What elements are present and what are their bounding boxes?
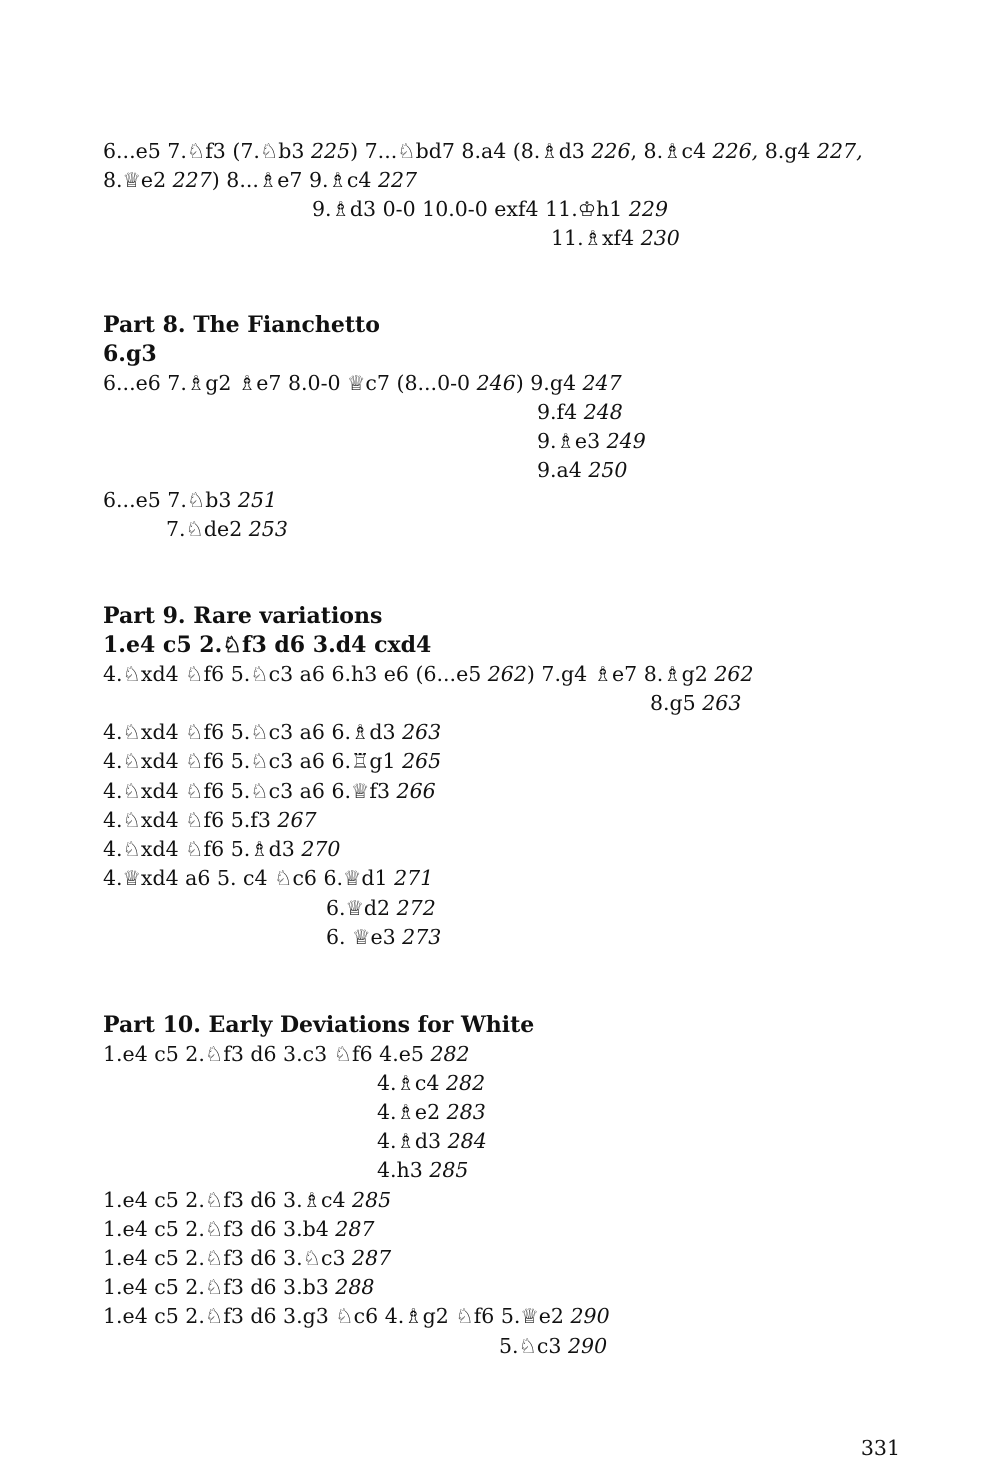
page-reference: 290	[570, 1304, 610, 1328]
move-text: 8.♕e2	[103, 168, 173, 192]
page-reference: 283	[446, 1100, 486, 1124]
page-reference: 225	[310, 139, 351, 163]
page-reference: 267	[277, 808, 317, 832]
variation-line	[377, 1069, 485, 1098]
move-text: 4.♗d3	[377, 1129, 448, 1153]
move-text: ) 7...♘bd7 8.a4 (8.♗d3	[350, 139, 592, 163]
move-text: 6...e5 7.♘f3 (7.♘b3	[103, 139, 311, 163]
move-text: 8.g5	[650, 691, 703, 715]
variation-line	[103, 1273, 374, 1302]
page-reference: 288	[335, 1275, 375, 1299]
section-heading: Part 10. Early Deviations for White	[103, 1012, 535, 1038]
page-reference: 227	[172, 168, 212, 192]
variation-line	[103, 806, 317, 835]
page-reference: 229	[628, 197, 668, 221]
move-text: 4.♘xd4 ♘f6 5.♘c3 a6 6.h3 e6 (6...e5	[103, 662, 488, 686]
move-text: 1.e4 c5 2.♘f3 d6 3.b3	[103, 1275, 336, 1299]
page-reference: 266	[396, 779, 436, 803]
move-text: 9.♗d3 0-0 10.0-0 exf4 11.♔h1	[312, 197, 629, 221]
section-heading: Part 9. Rare variations	[103, 603, 383, 629]
page-reference: 262	[714, 662, 754, 686]
page-reference: 248	[583, 400, 623, 424]
variation-line	[103, 1215, 374, 1244]
variation-line	[103, 864, 433, 893]
variation-line	[551, 224, 680, 253]
move-text: 9.f4	[537, 400, 584, 424]
move-text: 4.♗e2	[377, 1100, 447, 1124]
page-reference: 226	[591, 139, 631, 163]
variation-line	[103, 1040, 470, 1069]
move-text: 1.e4 c5 2.♘f3 d6 3.♗c4	[103, 1188, 353, 1212]
move-text: 6...e5 7.♘b3	[103, 488, 238, 512]
page-reference: 227,	[816, 139, 863, 163]
move-text: 11.♗xf4	[551, 226, 641, 250]
move-text: 4.♘xd4 ♘f6 5.f3	[103, 808, 278, 832]
page-reference: 287	[352, 1246, 392, 1270]
move-text: 7.♘de2	[166, 517, 249, 541]
variation-line	[537, 456, 627, 485]
move-text: 4.♕xd4 a6 5. c4 ♘c6 6.♕d1	[103, 866, 395, 890]
variation-line	[312, 195, 668, 224]
page-reference: 253	[248, 517, 288, 541]
move-text: 1.e4 c5 2.♘f3 d6 3.b4	[103, 1217, 336, 1241]
move-text: ) 9.g4	[515, 371, 583, 395]
page-reference: 284	[447, 1129, 487, 1153]
page-reference: 287	[335, 1217, 375, 1241]
variation-line	[103, 718, 441, 747]
page-reference: 226,	[712, 139, 759, 163]
variation-line	[103, 747, 441, 776]
variation-line	[650, 689, 741, 718]
section-heading: Part 8. The Fianchetto	[103, 312, 380, 338]
move-text: 6.♕d2	[326, 896, 397, 920]
variation-line	[103, 835, 340, 864]
variation-line	[166, 515, 288, 544]
page-reference: 290	[567, 1334, 608, 1358]
variation-line	[377, 1098, 486, 1127]
page-reference: 285	[429, 1158, 469, 1182]
page-reference: 265	[402, 749, 442, 773]
variation-line	[103, 1186, 391, 1215]
move-text: 1.e4 c5 2.♘f3 d6 3.♘c3	[103, 1246, 353, 1270]
page-reference: 230	[640, 226, 680, 250]
section-heading: 1.e4 c5 2.♘f3 d6 3.d4 cxd4	[103, 632, 432, 658]
page-number: 331	[860, 1436, 900, 1460]
variation-line	[326, 923, 441, 952]
page-reference: 282	[445, 1071, 486, 1095]
page-reference: 249	[606, 429, 646, 453]
move-text: 4.♘xd4 ♘f6 5.♘c3 a6 6.♕f3	[103, 779, 397, 803]
page-reference: 263	[402, 720, 442, 744]
move-text: 4.♘xd4 ♘f6 5.♗d3	[103, 837, 302, 861]
move-text: 1.e4 c5 2.♘f3 d6 3.g3 ♘c6 4.♗g2 ♘f6 5.♕e2	[103, 1304, 571, 1328]
move-text: 9.a4	[537, 458, 589, 482]
variation-line	[103, 486, 277, 515]
page-reference: 272	[396, 896, 436, 920]
page-reference: 263	[702, 691, 742, 715]
page-reference: 247	[582, 371, 622, 395]
variation-line	[103, 1244, 391, 1273]
page-reference: 273	[402, 925, 442, 949]
section-heading: 6.g3	[103, 341, 157, 367]
move-text: 4.♗c4	[377, 1071, 446, 1095]
variation-line	[377, 1156, 468, 1185]
variation-line	[103, 369, 622, 398]
move-text: 4.♘xd4 ♘f6 5.♘c3 a6 6.♗d3	[103, 720, 403, 744]
variation-line	[537, 398, 623, 427]
move-text: 4.h3	[377, 1158, 430, 1182]
variation-line	[326, 894, 436, 923]
page-reference: 262	[487, 662, 527, 686]
page-reference: 271	[394, 866, 434, 890]
variation-line	[537, 427, 646, 456]
variation-line	[103, 166, 417, 195]
page-reference: 227	[377, 168, 418, 192]
page-reference: 285	[352, 1188, 392, 1212]
move-text: 6...e6 7.♗g2 ♗e7 8.0-0 ♕c7 (8...0-0	[103, 371, 477, 395]
move-text: ) 7.g4 ♗e7 8.♗g2	[526, 662, 715, 686]
move-text: 4.♘xd4 ♘f6 5.♘c3 a6 6.♖g1	[103, 749, 403, 773]
page-reference: 246	[476, 371, 516, 395]
variation-line	[103, 137, 863, 166]
variation-line	[499, 1332, 607, 1361]
move-text: 1.e4 c5 2.♘f3 d6 3.c3 ♘f6 4.e5	[103, 1042, 431, 1066]
variation-line	[377, 1127, 487, 1156]
move-text: 9.♗e3	[537, 429, 607, 453]
move-text: , 8.♗c4	[630, 139, 713, 163]
variation-line	[103, 1302, 610, 1331]
move-text: 8.g4	[758, 139, 817, 163]
variation-line	[103, 777, 436, 806]
move-text: ) 8...♗e7 9.♗c4	[211, 168, 378, 192]
page-reference: 250	[588, 458, 628, 482]
page-reference: 270	[301, 837, 341, 861]
move-text: 6. ♕e3	[326, 925, 403, 949]
variation-line	[103, 660, 754, 689]
page-reference: 251	[237, 488, 278, 512]
page-reference: 282	[430, 1042, 470, 1066]
move-text: 5.♘c3	[499, 1334, 568, 1358]
